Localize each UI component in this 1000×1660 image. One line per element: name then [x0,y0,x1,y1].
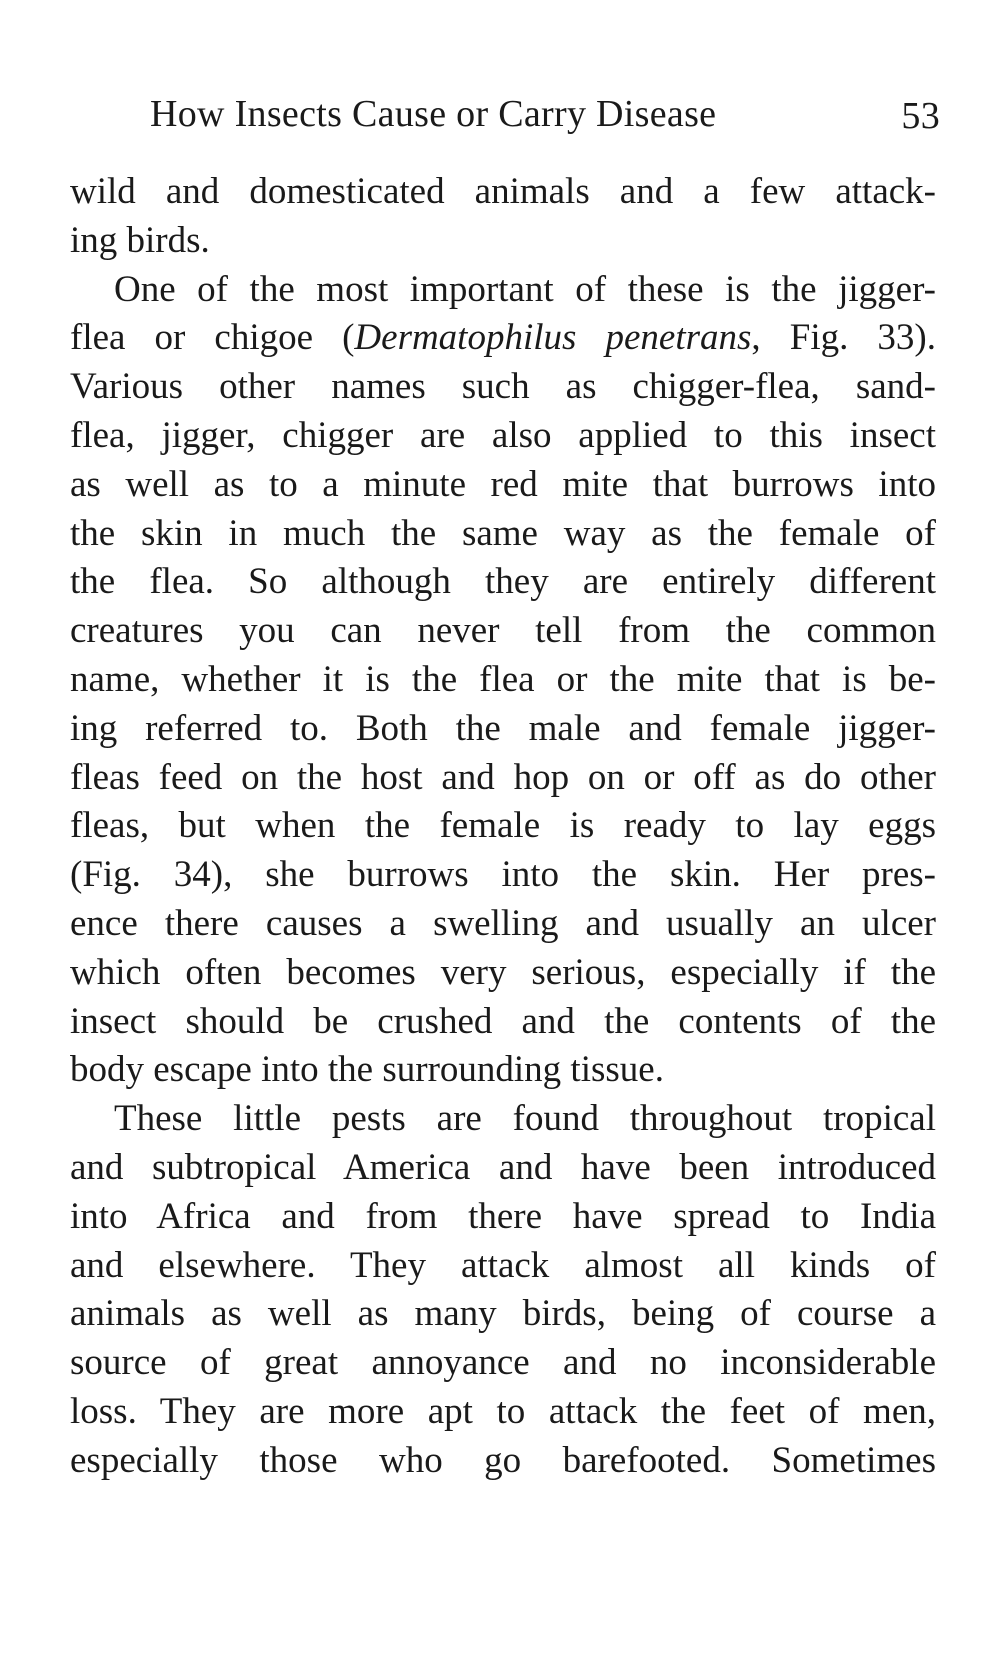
text-line: and subtropical America and have been introduced [70,1146,936,1188]
body-text [70,168,936,1486]
species-name: Dermatophilus penetrans [354,317,752,359]
text-line: One of the most important of these is the jigger- [114,268,936,310]
text-line: name, whether it is the flea or the mite that is be- [70,658,936,700]
text-line: ing referred to. Both the male and female jigger- [70,707,936,749]
text-line: These little pests are found throughout tropical [114,1098,936,1140]
running-head-title: How Insects Cause or Carry Disease [150,93,717,135]
text-line: (Fig. 34), she burrows into the skin. Her pres- [70,854,936,896]
text-line: creatures you can never tell from the common [70,610,936,652]
text-line: ence there causes a swelling and usually an ulcer [70,902,936,944]
text-line: insect should be crushed and the contents of the [70,1000,936,1042]
page-number: 53 [901,95,940,137]
text-line: fleas feed on the host and hop on or off as do other [70,756,936,798]
text-line: Various other names such as chigger-flea, sand- [70,366,936,408]
text-line: as well as to a minute red mite that burrows into [70,463,936,505]
text-line: the flea. So although they are entirely different [70,561,936,603]
text-line: body escape into the surrounding tissue. [70,1049,664,1091]
text-line: source of great annoyance and no inconsiderable [70,1342,936,1384]
text-line: flea, jigger, chigger are also applied to this insect [70,414,936,456]
running-head [150,84,940,144]
text-line: wild and domesticated animals and a few attack- [70,171,936,212]
text-line: especially those who go barefooted. Sometimes [70,1439,936,1481]
text-line: animals as well as many birds, being of course a [70,1293,936,1335]
text-line-with-italic: flea or chigoe (Dermatophilus penetrans, Fig. 33). [70,317,936,359]
text-line: fleas, but when the female is ready to lay eggs [70,805,936,847]
text-line: which often becomes very serious, especially if the [70,951,936,993]
text-line: the skin in much the same way as the female of [70,512,936,554]
text-line: into Africa and from there have spread to India [70,1195,936,1237]
text-line: ing birds. [70,219,210,261]
text-line: loss. They are more apt to attack the feet of men, [70,1390,936,1432]
text-line: and elsewhere. They attack almost all kinds of [70,1244,936,1286]
